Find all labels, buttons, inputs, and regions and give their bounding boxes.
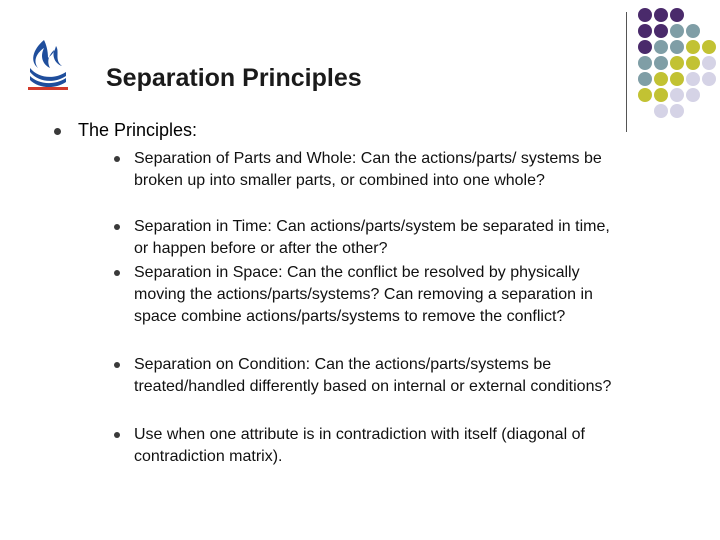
flame-logo-icon: [24, 38, 70, 92]
dot: [638, 8, 652, 22]
divider-line: [626, 12, 627, 132]
list-item-text: Separation of Parts and Whole: Can the actions/parts/ systems be broken up into smaller parts, or combined into one whole?: [134, 150, 602, 189]
dot: [638, 40, 652, 54]
dot: [686, 88, 700, 102]
list-item-text: Use when one attribute is in contradiction with itself (diagonal of contradiction matrix).: [134, 426, 585, 465]
dot: [670, 40, 684, 54]
dot: [686, 56, 700, 70]
list-item: [134, 354, 620, 398]
list-item: [134, 216, 620, 260]
list-item: [134, 424, 620, 468]
dot: [670, 56, 684, 70]
list-item-text: Separation on Condition: Can the actions/parts/systems be treated/handled differently based on internal or external conditions?: [134, 356, 612, 395]
dot: [654, 24, 668, 38]
bullet-heading-text: The Principles:: [78, 120, 198, 140]
slide-title: Separation Principles: [106, 64, 362, 92]
bullet-dot-icon: [114, 270, 120, 276]
list-item: [134, 262, 620, 328]
dot: [670, 8, 684, 22]
dot: [638, 88, 652, 102]
dot: [670, 72, 684, 86]
dot: [638, 56, 652, 70]
dot: [654, 56, 668, 70]
dot: [654, 104, 668, 118]
bullet-dot-icon: [114, 432, 120, 438]
bullet-dot-icon: [114, 362, 120, 368]
dot: [702, 72, 716, 86]
dot: [686, 72, 700, 86]
dot: [670, 88, 684, 102]
bullet-dot-icon: [114, 224, 120, 230]
list-item-text: Separation in Time: Can actions/parts/system be separated in time, or happen before or after the other?: [134, 218, 610, 257]
dot: [686, 40, 700, 54]
decorative-dot-grid: [634, 8, 716, 124]
bullet-dot-icon: [54, 128, 61, 135]
bullet-dot-icon: [114, 156, 120, 162]
dot: [654, 88, 668, 102]
dot: [686, 24, 700, 38]
list-item-text: Separation in Space: Can the conflict be resolved by physically moving the actions/parts/systems? Can removing a separation in space combine actions/parts/systems to remove the conflict?: [134, 264, 593, 325]
dot: [702, 56, 716, 70]
bullet-heading: [78, 120, 197, 141]
dot: [638, 72, 652, 86]
dot: [654, 72, 668, 86]
dot: [670, 104, 684, 118]
dot: [670, 24, 684, 38]
dot: [654, 40, 668, 54]
list-item: [134, 148, 620, 192]
dot: [702, 40, 716, 54]
dot: [638, 24, 652, 38]
dot: [654, 8, 668, 22]
